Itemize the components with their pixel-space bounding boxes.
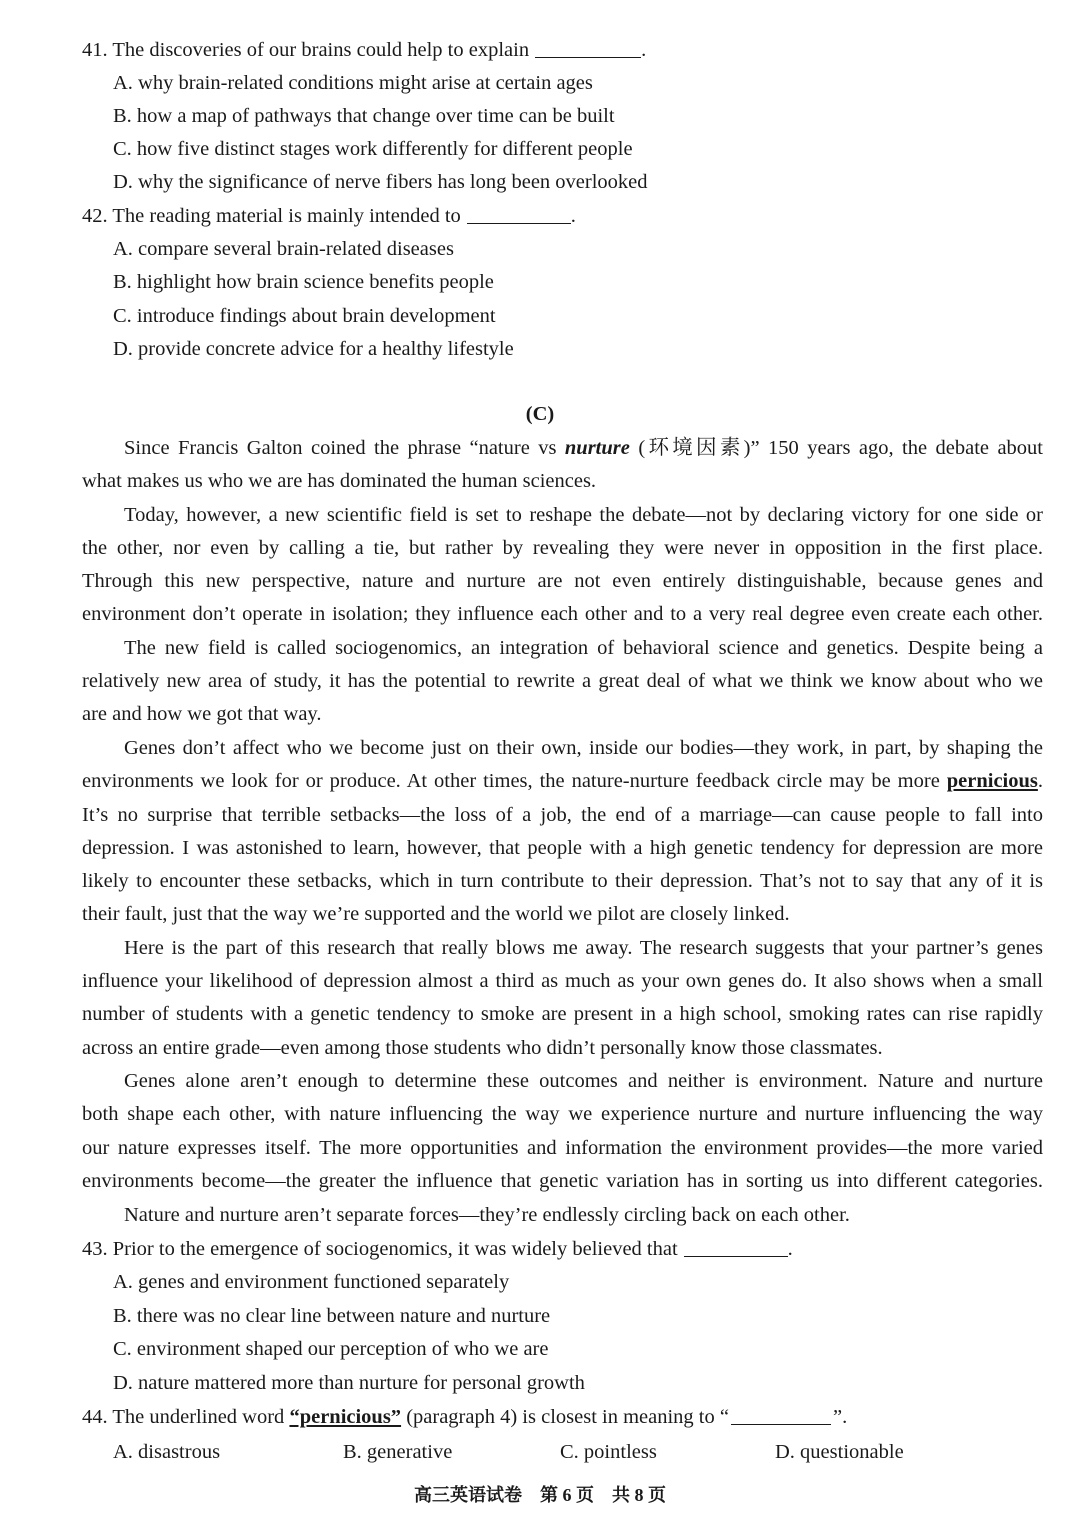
paragraph-5-line-4: across an entire grade—even among those students who didn’t personally know those classmates. xyxy=(82,1037,883,1059)
p1-text-c: (环境因素)” 150 years ago, the debate about xyxy=(638,437,1044,459)
q44-answer-blank xyxy=(731,1402,831,1425)
paragraph-1-line-2: what makes us who we are has dominated the human sciences. xyxy=(82,470,597,492)
paragraph-6-line-2: both shape each other, with nature influencing the way we experience nurture and nurture influencing the way xyxy=(82,1103,1043,1125)
q41-option-c: C. how five distinct stages work differently for different people xyxy=(113,138,633,160)
q43-answer-blank xyxy=(684,1234,788,1257)
pernicious-underlined-word: pernicious xyxy=(946,770,1038,792)
q41-stem xyxy=(82,34,1043,67)
paragraph-5-line-2: influence your likelihood of depression almost a third as much as your own genes do. It also shows when a small xyxy=(82,970,1043,992)
q42-answer-blank xyxy=(467,201,571,224)
section-c-heading: (C) xyxy=(525,403,555,425)
p1-nurture-italic: nurture xyxy=(564,437,630,459)
q42-stem-end: . xyxy=(570,205,576,227)
page-footer: 高三英语试卷 第 6 页 共 8 页 xyxy=(414,1485,666,1505)
p1-text-a: Since Francis Galton coined the phrase “nature vs xyxy=(124,437,557,459)
q43-stem-text: 43. Prior to the emergence of sociogenomics, it was widely believed that xyxy=(82,1238,678,1260)
paragraph-1-line-1 xyxy=(124,432,1043,465)
q42-option-a: A. compare several brain-related diseases xyxy=(113,238,454,260)
q44-stem-text-b: (paragraph 4) is closest in meaning to “ xyxy=(406,1406,729,1428)
paragraph-4-line-2 xyxy=(82,765,1043,798)
q43-option-b: B. there was no clear line between nature and nurture xyxy=(113,1305,551,1327)
paragraph-4-line-3: It’s no surprise that terrible setbacks—the loss of a job, the end of a marriage—can cause people to fall into xyxy=(82,804,1043,826)
q41-option-d: D. why the significance of nerve fibers has long been overlooked xyxy=(113,171,648,193)
paragraph-4-line-6: their fault, just that the way we’re supported and the world we pilot are closely linked. xyxy=(82,903,790,925)
paragraph-3-line-3: are and how we got that way. xyxy=(82,703,322,725)
q44-stem-end: ”. xyxy=(832,1406,848,1428)
q41-answer-blank xyxy=(535,35,641,58)
paragraph-6-line-3: our nature expresses itself. The more opportunities and information the environment provides—the more varied xyxy=(82,1137,1043,1159)
q41-option-b: B. how a map of pathways that change over time can be built xyxy=(113,105,615,127)
q42-stem-text: 42. The reading material is mainly intended to xyxy=(82,205,461,227)
q44-option-d: D. questionable xyxy=(775,1441,904,1463)
paragraph-2-line-2: the other, nor even by calling a tie, but rather by revealing they were never in opposition in the first place. xyxy=(82,537,1043,559)
q44-option-b: B. generative xyxy=(343,1441,453,1463)
paragraph-6-line-4: environments become—the greater the influence that genetic variation has in sorting us into different categories. xyxy=(82,1170,1043,1192)
q42-option-b: B. highlight how brain science benefits people xyxy=(113,271,494,293)
paragraph-3-line-1: The new field is called sociogenomics, an integration of behavioral science and genetics. Despite being a xyxy=(124,637,1043,659)
paragraph-2-line-3: Through this new perspective, nature and nurture are not even entirely distinguishable, because genes and xyxy=(82,570,1043,592)
q42-option-d: D. provide concrete advice for a healthy lifestyle xyxy=(113,338,514,360)
paragraph-5-line-3: number of students with a genetic tendency to smoke are present in a high school, smoking rates can rise rapidly xyxy=(82,1003,1043,1025)
q43-option-a: A. genes and environment functioned separately xyxy=(113,1271,510,1293)
q41-stem-text: 41. The discoveries of our brains could help to explain xyxy=(82,39,530,61)
q44-option-a: A. disastrous xyxy=(113,1441,221,1463)
q43-stem xyxy=(82,1233,1043,1266)
q41-stem-end: . xyxy=(641,39,647,61)
paragraph-5-line-1: Here is the part of this research that really blows me away. The research suggests that your partner’s genes xyxy=(124,937,1043,959)
q44-stem xyxy=(82,1401,1043,1434)
q44-stem-text: 44. The underlined word xyxy=(82,1406,285,1428)
q42-option-c: C. introduce findings about brain development xyxy=(113,305,496,327)
q43-option-d: D. nature mattered more than nurture for personal growth xyxy=(113,1372,585,1394)
q43-stem-end: . xyxy=(787,1238,793,1260)
q41-option-a: A. why brain-related conditions might arise at certain ages xyxy=(113,72,593,94)
q44-option-c: C. pointless xyxy=(560,1441,657,1463)
q42-stem xyxy=(82,200,1043,233)
paragraph-2-line-1: Today, however, a new scientific field is set to reshape the debate—not by declaring victory for one side or xyxy=(124,504,1043,526)
paragraph-3-line-2: relatively new area of study, it has the potential to rewrite a great deal of what we think we know about who we xyxy=(82,670,1043,692)
paragraph-4-line-5: likely to encounter these setbacks, which in turn contribute to their depression. That’s not to say that any of it is xyxy=(82,870,1043,892)
p4-text-a: environments we look for or produce. At other times, the nature-nurture feedback circle may be more xyxy=(82,770,940,792)
paragraph-6-line-1: Genes alone aren’t enough to determine these outcomes and neither is environment. Nature and nurture xyxy=(124,1070,1043,1092)
paragraph-2-line-4: environment don’t operate in isolation; they influence each other and to a very real degree even create each other. xyxy=(82,603,1043,625)
paragraph-4-line-4: depression. I was astonished to learn, however, that people with a high genetic tendency for depression are more xyxy=(82,837,1043,859)
paragraph-7-line-1: Nature and nurture aren’t separate forces—they’re endlessly circling back on each other. xyxy=(124,1204,850,1226)
paragraph-4-line-1: Genes don’t affect who we become just on their own, inside our bodies—they work, in part, by shaping the xyxy=(124,737,1043,759)
q44-pernicious-word: “pernicious” xyxy=(289,1406,402,1428)
p4-period: . xyxy=(1037,770,1044,792)
q43-option-c: C. environment shaped our perception of who we are xyxy=(113,1338,549,1360)
